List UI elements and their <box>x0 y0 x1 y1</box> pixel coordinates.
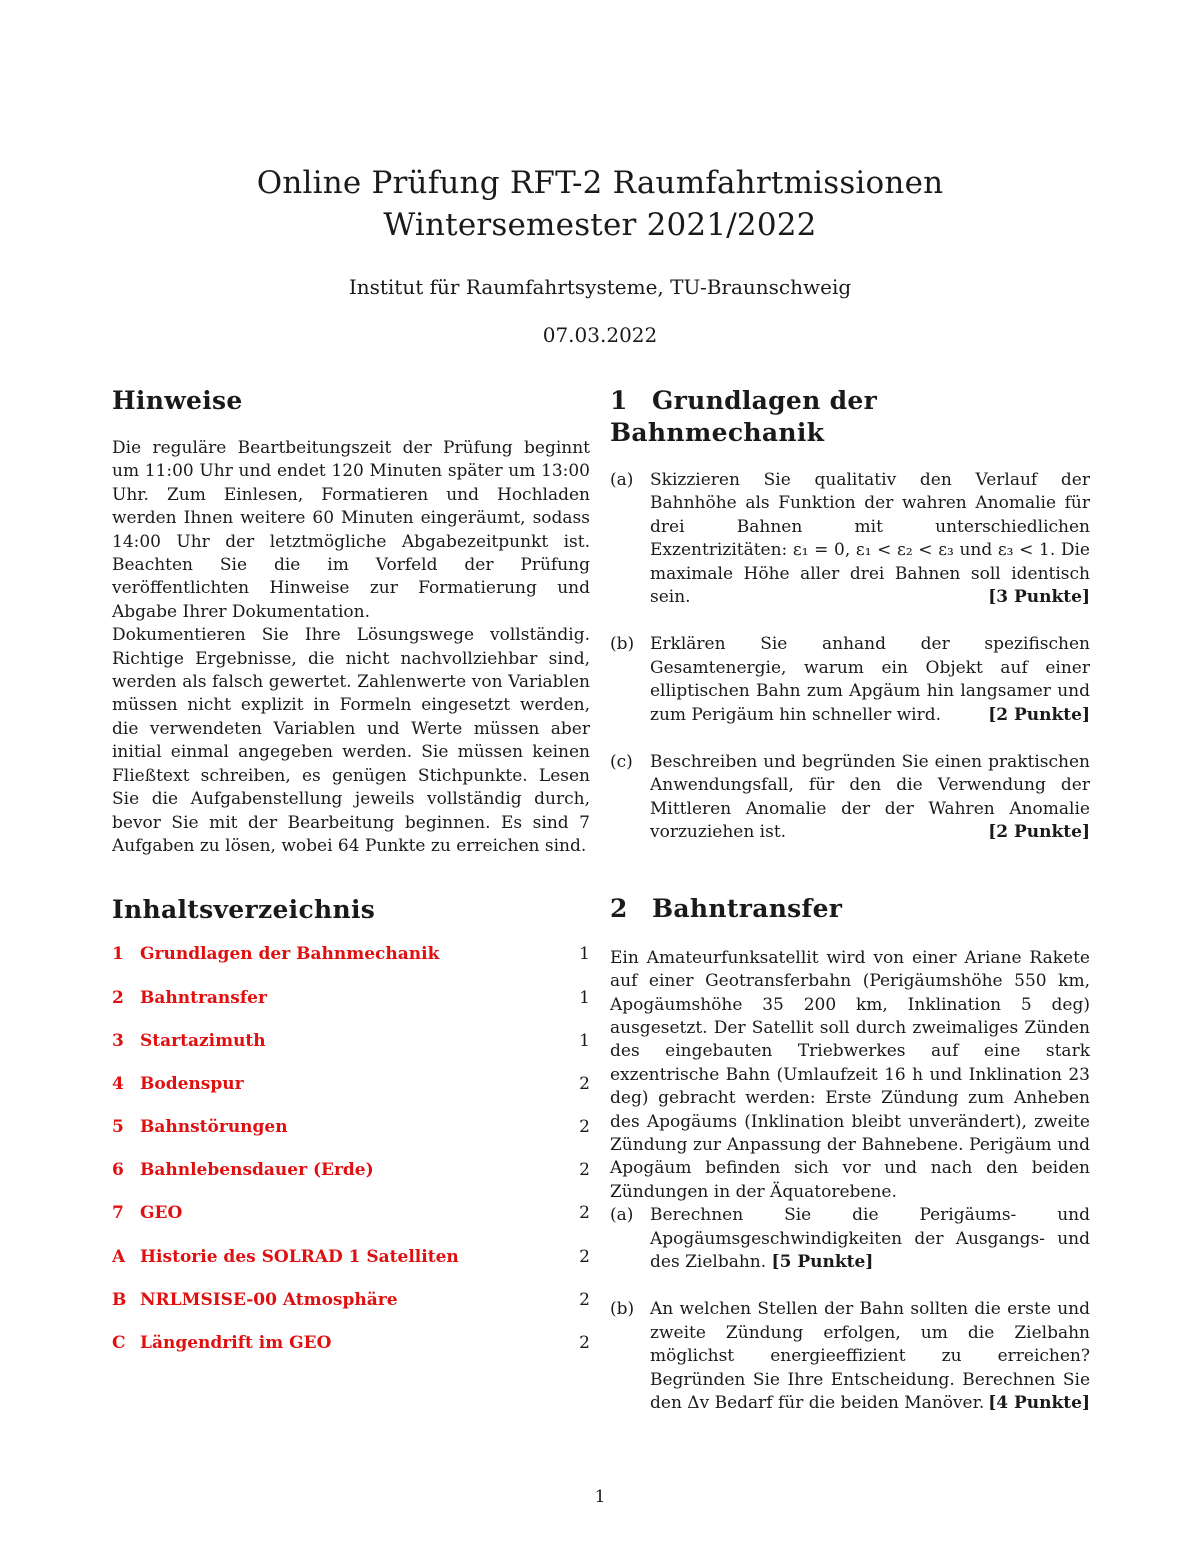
toc-heading: Inhaltsverzeichnis <box>112 895 376 925</box>
toc-page: 2 <box>579 1246 590 1267</box>
task-label: (a) <box>610 470 634 490</box>
toc-title: Historie des SOLRAD 1 Satelliten <box>140 1246 459 1267</box>
notes-paragraph-1: Die reguläre Beartbeitungszeit der Prüfung beginnt um 11:00 Uhr und endet 120 Minuten später um 13:00 Uhr. Zum Einlesen, Formatieren und Hochladen werden Ihnen weitere 60 Minuten eingeräumt, sodass 14:00 Uhr der letztmögliche Abgabezeitpunkt ist. Beachten Sie die im Vorfeld der Prüfung veröffentlichten Hinweise zur Formatierung und Abgabe Ihrer Dokumentation. <box>112 438 590 622</box>
toc-title: Startazimuth <box>140 1030 266 1051</box>
toc-number: 6 <box>112 1160 124 1181</box>
task-1b <box>610 633 1090 727</box>
section-2-intro: Ein Amateurfunksatellit wird von einer Ariane Rakete auf einer Geotransferbahn (Perigäumshöhe 550 km, Apogäumshöhe 35 200 km, Inklination 5 deg) ausgesetzt. Der Satellit soll durch zweimaliges Zünden des eingebauten Triebwerkes auf eine stark exzentrische Bahn (Umlaufzeit 16 h und Inklination 23 deg) gebracht werden: Erste Zündung zum Anheben des Apogäums (Inklination bleibt unverändert), zweite Zündung zur Anpassung der Bahnebene. Perigäum und Apogäum befinden sich vor und nach den beiden Zündungen in der Äquatorebene. <box>610 947 1090 1202</box>
task-label: (c) <box>610 752 633 773</box>
toc-number: C <box>112 1333 126 1353</box>
right-column <box>610 380 1090 1439</box>
task-points: [2 Punkte] <box>988 822 1090 843</box>
task-body: An welchen Stellen der Bahn sollten die erste und zweite Zündung erfolgen, um die Zielbahn möglichst energieeffizient zu erreichen? Begründen Sie Ihre Entscheidung. Berechnen Sie den Δv Bedarf für die beiden Manöver. <box>650 1299 1090 1413</box>
task-text <box>650 469 1090 609</box>
toc-entry[interactable] <box>112 1117 590 1160</box>
section-title: Bahntransfer <box>652 893 843 923</box>
task-2a <box>610 1204 1090 1274</box>
task-label: (a) <box>610 1205 634 1226</box>
toc-number: 4 <box>112 1073 124 1094</box>
toc-entry[interactable] <box>112 1333 590 1376</box>
task-points: [2 Punkte] <box>988 704 1090 725</box>
toc-number: 7 <box>112 1203 124 1224</box>
task-body: Erklären Sie anhand der spezifischen Gesamtenergie, warum ein Objekt auf einer elliptischen Bahn zum Apgäum hin langsamer und zum Perigäum hin schneller wird. <box>650 634 1090 725</box>
toc-number: A <box>112 1246 126 1267</box>
task-1c <box>610 751 1090 845</box>
section-number: 2 <box>610 893 628 923</box>
toc-entry[interactable] <box>112 1074 590 1117</box>
toc-number: 3 <box>112 1030 124 1051</box>
toc-entry[interactable] <box>112 944 590 987</box>
toc-page: 2 <box>579 1160 590 1181</box>
toc-entry[interactable] <box>112 1290 590 1333</box>
toc-title: Bahnstörungen <box>140 1117 288 1138</box>
toc-page: 2 <box>579 1333 590 1353</box>
section-title: Grundlagen der Bahnmechanik <box>610 386 878 447</box>
task-points: [4 Punkte] <box>988 1393 1090 1413</box>
toc-number: 1 <box>112 944 124 965</box>
toc-page: 2 <box>579 1203 590 1224</box>
notes-heading: Hinweise <box>112 386 243 415</box>
toc-title: GEO <box>140 1203 183 1224</box>
task-text <box>650 633 1090 727</box>
toc-entry[interactable] <box>112 988 590 1031</box>
task-body: Beschreiben und begründen Sie einen praktischen Anwendungsfall, für den die Verwendung der Mittleren Anomalie der der Wahren Anomalie vorzuziehen ist. <box>650 752 1090 843</box>
task-body: Skizzieren Sie qualitativ den Verlauf der Bahnhöhe als Funktion der wahren Anomalie für drei Bahnen mit unterschiedlichen Exzentrizitäten: ε₁ = 0, ε₁ < ε₂ < ε₃ und ε₃ < 1. Die maximale Höhe aller drei Bahnen soll identisch sein. <box>650 470 1090 608</box>
toc-number: 2 <box>112 987 124 1008</box>
task-body: Berechnen Sie die Perigäums- und Apogäumsgeschwindigkeiten der Ausgangs- und des Zielbahn. <box>650 1205 1090 1272</box>
toc-page: 2 <box>579 1117 590 1138</box>
left-column <box>112 380 590 1376</box>
task-label: (b) <box>610 1299 635 1320</box>
title-block <box>0 162 1200 348</box>
institute: Institut für Raumfahrtsysteme, TU-Braunschweig <box>348 275 852 299</box>
toc-entry[interactable] <box>112 1160 590 1203</box>
task-2b <box>610 1298 1090 1415</box>
exam-date: 07.03.2022 <box>542 323 658 347</box>
toc-entry[interactable] <box>112 1031 590 1074</box>
toc-list <box>112 944 590 1376</box>
toc-page: 1 <box>579 1030 590 1051</box>
toc-number: B <box>112 1289 127 1310</box>
toc-page: 1 <box>579 944 590 965</box>
toc-page: 2 <box>579 1289 590 1310</box>
task-1a <box>610 469 1090 609</box>
toc-entry[interactable] <box>112 1203 590 1246</box>
document-subtitle: Wintersemester 2021/2022 <box>383 207 817 243</box>
section-1-heading <box>610 385 1090 449</box>
task-text <box>650 751 1090 845</box>
task-points: [5 Punkte] <box>771 1251 874 1272</box>
toc-page: 1 <box>579 987 590 1008</box>
document-title: Online Prüfung RFT-2 Raumfahrtmissionen <box>256 165 944 201</box>
toc-title: Bodenspur <box>140 1073 244 1094</box>
toc-title: Bahnlebensdauer (Erde) <box>140 1160 374 1181</box>
toc-page: 2 <box>579 1073 590 1094</box>
section-number: 1 <box>610 386 628 415</box>
task-label: (b) <box>610 634 635 655</box>
toc-title: Bahntransfer <box>140 987 267 1008</box>
toc-title: NRLMSISE-00 Atmosphäre <box>140 1289 398 1310</box>
section-2-heading <box>610 893 1090 925</box>
task-points: [3 Punkte] <box>988 587 1090 608</box>
toc-entry[interactable] <box>112 1247 590 1290</box>
toc-title: Längendrift im GEO <box>140 1333 332 1353</box>
task-text <box>650 1204 1090 1274</box>
toc-title: Grundlagen der Bahnmechanik <box>140 944 440 965</box>
toc-number: 5 <box>112 1117 124 1138</box>
task-text <box>650 1298 1090 1415</box>
notes-paragraph-2: Dokumentieren Sie Ihre Lösungswege vollständig. Richtige Ergebnisse, die nicht nachvollziehbar sind, werden als falsch gewertet. Zahlenwerte von Variablen müssen nicht explizit in Formeln eingesetzt werden, die verwendeten Variablen und Werte müssen aber initial einmal angegeben werden. Sie müssen keinen Fließtext schreiben, es genügen Stichpunkte. Lesen Sie die Aufgabenstellung jeweils vollständig durch, bevor Sie mit der Bearbeitung beginnen. Es sind 7 Aufgaben zu lösen, wobei 64 Punkte zu erreichen sind. <box>112 625 590 856</box>
page-number: 1 <box>594 1487 606 1507</box>
